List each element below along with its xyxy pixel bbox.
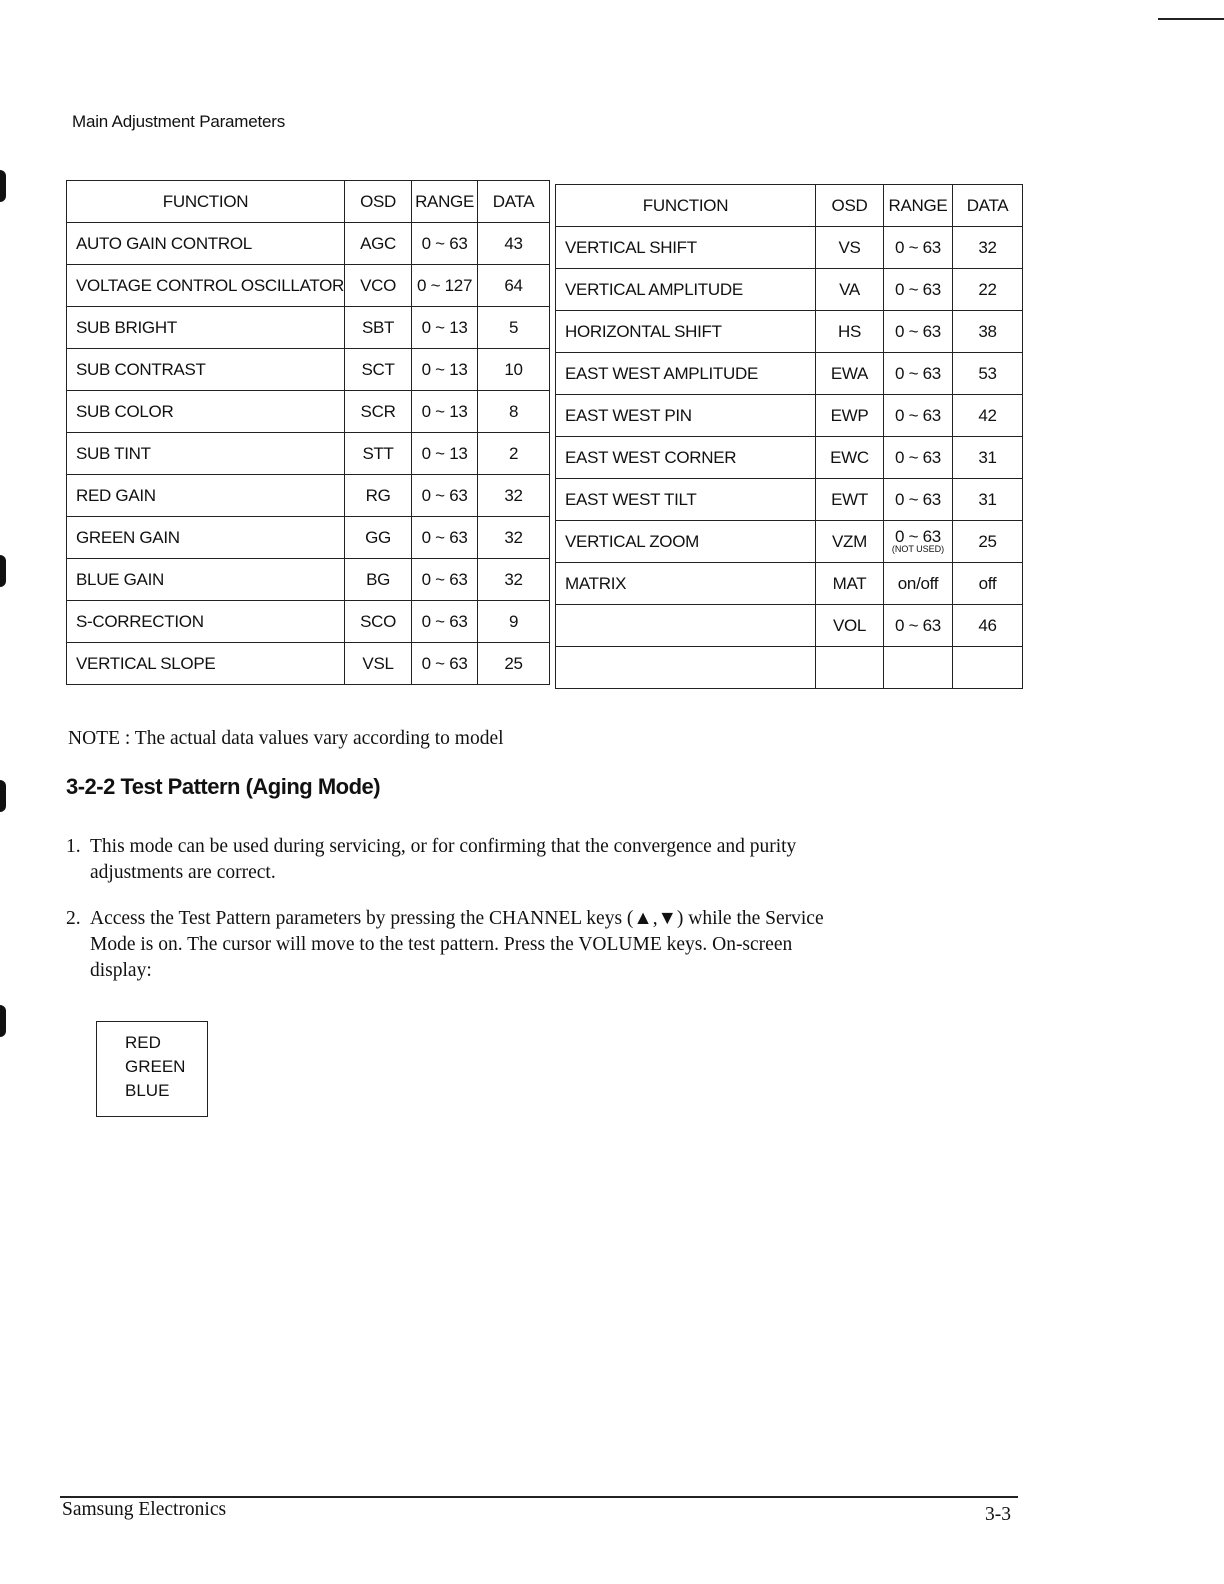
function-cell: HORIZONTAL SHIFT xyxy=(556,311,816,353)
table-row xyxy=(556,311,1023,353)
table-row xyxy=(556,353,1023,395)
table-row xyxy=(67,433,550,475)
binding-mark xyxy=(0,555,6,587)
range-cell: 0 ~ 63 xyxy=(412,643,478,685)
range-cell: 0 ~ 63 xyxy=(884,353,953,395)
column-header-data: DATA xyxy=(953,185,1023,227)
osd-cell: HS xyxy=(816,311,884,353)
data-cell: 32 xyxy=(953,227,1023,269)
table-row xyxy=(556,521,1023,563)
function-cell: EAST WEST TILT xyxy=(556,479,816,521)
step-number: 2. xyxy=(66,908,81,929)
range-cell: 0 ~ 63 xyxy=(412,517,478,559)
data-cell: 31 xyxy=(953,437,1023,479)
data-cell: 9 xyxy=(478,601,550,643)
osd-cell: EWT xyxy=(816,479,884,521)
function-cell: AUTO GAIN CONTROL xyxy=(67,223,345,265)
osd-cell: RG xyxy=(345,475,412,517)
data-cell: 42 xyxy=(953,395,1023,437)
osd-cell: VZM xyxy=(816,521,884,563)
data-cell: 22 xyxy=(953,269,1023,311)
section-title: 3-2-2 Test Pattern (Aging Mode) xyxy=(66,774,381,799)
data-cell: 38 xyxy=(953,311,1023,353)
osd-cell: VS xyxy=(816,227,884,269)
osd-cell: EWC xyxy=(816,437,884,479)
table-row xyxy=(67,475,550,517)
data-cell: 32 xyxy=(478,475,550,517)
range-cell: 0 ~ 13 xyxy=(412,433,478,475)
page-heading: Main Adjustment Parameters xyxy=(72,112,286,131)
binding-mark xyxy=(0,1005,6,1037)
range-cell: 0 ~ 63 xyxy=(884,395,953,437)
osd-cell: EWP xyxy=(816,395,884,437)
table-row xyxy=(67,349,550,391)
range-cell: 0 ~ 63 xyxy=(412,559,478,601)
left-parameter-table xyxy=(66,180,550,685)
function-cell xyxy=(556,605,816,647)
binding-mark xyxy=(0,170,6,202)
osd-item-blue: BLUE xyxy=(125,1081,170,1100)
table-row xyxy=(67,265,550,307)
function-cell: RED GAIN xyxy=(67,475,345,517)
data-cell: 2 xyxy=(478,433,550,475)
range-cell xyxy=(884,521,953,563)
table-row xyxy=(67,223,550,265)
function-cell: VERTICAL ZOOM xyxy=(556,521,816,563)
column-header-range: RANGE xyxy=(412,181,478,223)
range-cell: 0 ~ 13 xyxy=(412,349,478,391)
column-header-osd: OSD xyxy=(345,181,412,223)
data-cell: 32 xyxy=(478,559,550,601)
osd-cell: STT xyxy=(345,433,412,475)
data-cell: 5 xyxy=(478,307,550,349)
instruction-step xyxy=(66,834,826,886)
data-cell: 10 xyxy=(478,349,550,391)
table-row xyxy=(67,559,550,601)
osd-cell: SBT xyxy=(345,307,412,349)
function-cell: SUB CONTRAST xyxy=(67,349,345,391)
range-note: (NOT USED) xyxy=(891,544,945,554)
binding-mark xyxy=(0,780,6,812)
data-cell: 8 xyxy=(478,391,550,433)
function-cell: SUB BRIGHT xyxy=(67,307,345,349)
function-cell xyxy=(556,647,816,689)
table-row xyxy=(67,517,550,559)
data-cell: 32 xyxy=(478,517,550,559)
table-header-row xyxy=(67,181,550,223)
table-row xyxy=(556,227,1023,269)
function-cell: VERTICAL SLOPE xyxy=(67,643,345,685)
osd-cell: BG xyxy=(345,559,412,601)
range-cell: 0 ~ 63 xyxy=(884,437,953,479)
table-row xyxy=(67,601,550,643)
osd-cell: GG xyxy=(345,517,412,559)
table-header-row xyxy=(556,185,1023,227)
data-cell: 53 xyxy=(953,353,1023,395)
table-row xyxy=(67,391,550,433)
data-cell: 25 xyxy=(953,521,1023,563)
osd-cell: MAT xyxy=(816,563,884,605)
function-cell: S-CORRECTION xyxy=(67,601,345,643)
osd-item-red: RED xyxy=(125,1033,161,1052)
column-header-osd: OSD xyxy=(816,185,884,227)
function-cell: EAST WEST CORNER xyxy=(556,437,816,479)
osd-cell: AGC xyxy=(345,223,412,265)
column-header-data: DATA xyxy=(478,181,550,223)
table-row xyxy=(556,563,1023,605)
function-cell: MATRIX xyxy=(556,563,816,605)
range-cell: 0 ~ 13 xyxy=(412,391,478,433)
range-cell: 0 ~ 63 xyxy=(884,311,953,353)
range-cell: on/off xyxy=(884,563,953,605)
range-cell: 0 ~ 63 xyxy=(412,601,478,643)
table-row xyxy=(556,479,1023,521)
range-cell: 0 ~ 127 xyxy=(412,265,478,307)
range-cell xyxy=(884,647,953,689)
osd-cell: VOL xyxy=(816,605,884,647)
column-header-function: FUNCTION xyxy=(556,185,816,227)
column-header-range: RANGE xyxy=(884,185,953,227)
data-cell xyxy=(953,647,1023,689)
data-note: NOTE : The actual data values vary according to model xyxy=(68,728,504,749)
data-cell: 46 xyxy=(953,605,1023,647)
column-header-function: FUNCTION xyxy=(67,181,345,223)
step-text: Access the Test Pattern parameters by pressing the CHANNEL keys (▲,▼) while the Service Mode is on. The cursor will move to the test pattern. Press the VOLUME keys. On-screen display: xyxy=(90,908,824,981)
range-cell: 0 ~ 63 xyxy=(412,223,478,265)
function-cell: SUB TINT xyxy=(67,433,345,475)
osd-cell xyxy=(816,647,884,689)
function-cell: VOLTAGE CONTROL OSCILLATOR xyxy=(67,265,345,307)
range-cell: 0 ~ 63 xyxy=(884,269,953,311)
osd-cell: SCT xyxy=(345,349,412,391)
table-row xyxy=(556,647,1023,689)
function-cell: EAST WEST AMPLITUDE xyxy=(556,353,816,395)
osd-cell: SCO xyxy=(345,601,412,643)
step-number: 1. xyxy=(66,836,81,857)
function-cell: VERTICAL SHIFT xyxy=(556,227,816,269)
table-row xyxy=(67,307,550,349)
range-cell: 0 ~ 63 xyxy=(884,227,953,269)
osd-cell: VA xyxy=(816,269,884,311)
footer-rule xyxy=(60,1496,1018,1498)
step-text: This mode can be used during servicing, or for confirming that the convergence and purity adjustments are correct. xyxy=(90,836,797,883)
table-row xyxy=(67,643,550,685)
osd-cell: EWA xyxy=(816,353,884,395)
data-cell: 43 xyxy=(478,223,550,265)
range-cell: 0 ~ 63 xyxy=(884,479,953,521)
range-cell: 0 ~ 13 xyxy=(412,307,478,349)
osd-cell: SCR xyxy=(345,391,412,433)
right-parameter-table xyxy=(555,184,1023,689)
range-value: 0 ~ 63 xyxy=(895,527,941,546)
on-screen-display-box xyxy=(96,1021,208,1117)
range-cell: 0 ~ 63 xyxy=(884,605,953,647)
function-cell: SUB COLOR xyxy=(67,391,345,433)
data-cell: 31 xyxy=(953,479,1023,521)
data-cell: off xyxy=(953,563,1023,605)
table-row xyxy=(556,269,1023,311)
top-rule xyxy=(1158,18,1224,20)
footer-page-number: 3-3 xyxy=(985,1504,1011,1525)
function-cell: VERTICAL AMPLITUDE xyxy=(556,269,816,311)
instruction-step xyxy=(66,906,826,984)
osd-cell: VCO xyxy=(345,265,412,307)
osd-cell: VSL xyxy=(345,643,412,685)
table-row xyxy=(556,395,1023,437)
footer-company: Samsung Electronics xyxy=(62,1499,227,1520)
table-row xyxy=(556,605,1023,647)
data-cell: 25 xyxy=(478,643,550,685)
function-cell: EAST WEST PIN xyxy=(556,395,816,437)
function-cell: BLUE GAIN xyxy=(67,559,345,601)
osd-item-green: GREEN xyxy=(125,1057,186,1076)
range-cell: 0 ~ 63 xyxy=(412,475,478,517)
table-row xyxy=(556,437,1023,479)
data-cell: 64 xyxy=(478,265,550,307)
function-cell: GREEN GAIN xyxy=(67,517,345,559)
